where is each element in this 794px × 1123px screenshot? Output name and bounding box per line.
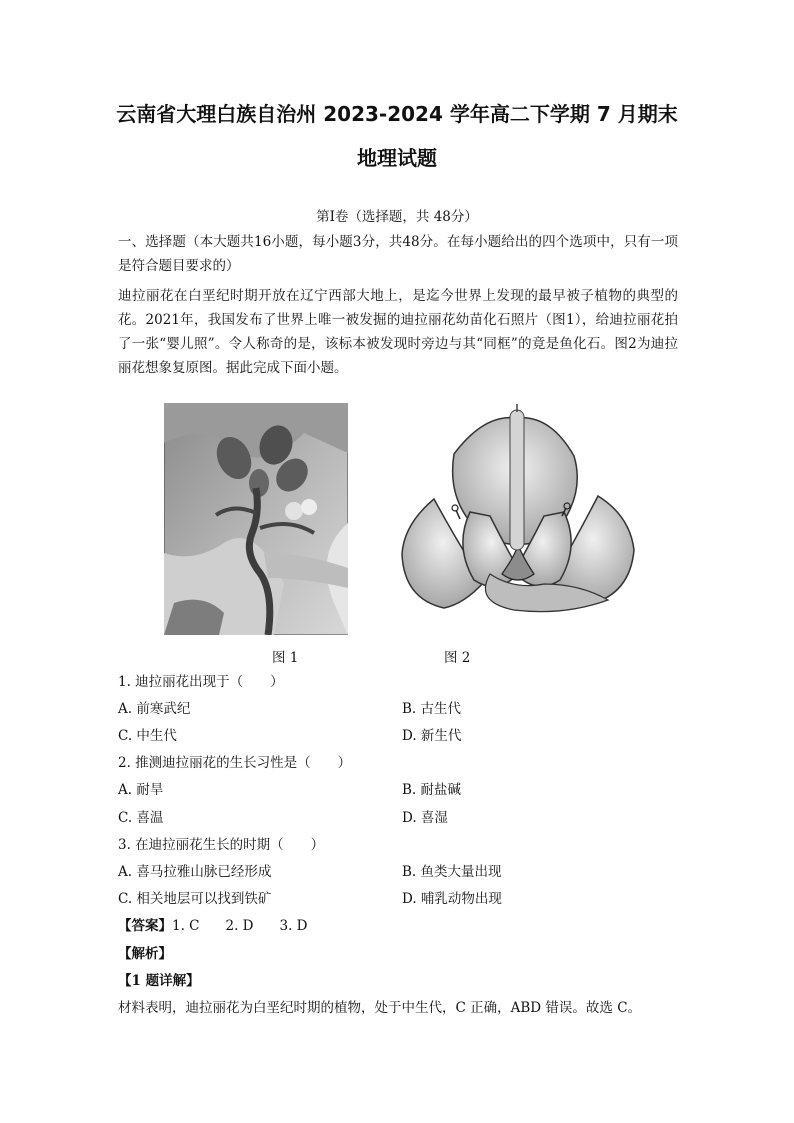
question-2-option-d: D. 喜湿 xyxy=(402,810,448,826)
document-title-line-2: 地理试题 xyxy=(357,146,437,170)
answer-label: 【答案】 xyxy=(118,918,172,934)
question-1-analysis-text: 材料表明，迪拉丽花为白垩纪时期的植物，处于中生代，C 正确，ABD 错误。故选 C。 xyxy=(118,1000,642,1016)
flower-reconstruction-figure-2 xyxy=(394,404,638,618)
question-3-option-d: D. 哺乳动物出现 xyxy=(402,891,502,907)
answer-item-3: 3. D xyxy=(279,918,308,934)
question-3-stem: 3. 在迪拉丽花生长的时期（ ） xyxy=(118,837,325,853)
section-instruction: 一、选择题（本大题共16小题，每小题3分，共48分。在每小题给出的四个选项中，只有一项是符合题目要求的） xyxy=(118,234,678,274)
question-2-stem: 2. 推测迪拉丽花的生长习性是（ ） xyxy=(118,755,352,771)
question-1-option-a: A. 前寒武纪 xyxy=(118,701,191,717)
answer-item-1: 1. C xyxy=(172,918,200,934)
analysis-label: 【解析】 xyxy=(118,946,172,962)
question-2-option-b: B. 耐盐碱 xyxy=(402,782,462,798)
question-1-option-d: D. 新生代 xyxy=(402,728,462,744)
question-1-option-c: C. 中生代 xyxy=(118,728,177,744)
question-3-option-a: A. 喜马拉雅山脉已经形成 xyxy=(118,864,272,880)
question-3-option-b: B. 鱼类大量出现 xyxy=(402,864,502,880)
question-2-option-c: C. 喜温 xyxy=(118,810,164,826)
figure-2-caption: 图 2 xyxy=(444,650,471,666)
question-1-analysis-label: 【1 题详解】 xyxy=(118,973,200,989)
question-3-option-c: C. 相关地层可以找到铁矿 xyxy=(118,891,272,907)
document-title-line-1: 云南省大理白族自治州 2023-2024 学年高二下学期 7 月期末 xyxy=(116,102,678,126)
answer-item-2: 2. D xyxy=(225,918,254,934)
figure-1-caption: 图 1 xyxy=(272,650,299,666)
material-paragraph: 迪拉丽花在白垩纪时期开放在辽宁西部大地上，是迄今世界上发现的最早被子植物的典型的花。2021年，我国发布了世界上唯一被发掘的迪拉丽花幼苗化石照片（图1），给迪拉丽花拍了一张“婴儿照”。令人称奇的是，该标本被发现时旁边与其“同框”的竟是鱼化石。图2为迪拉丽花想象复原图。据此完成下面小题。 xyxy=(118,288,678,376)
question-1-option-b: B. 古生代 xyxy=(402,701,462,717)
fossil-photo-figure-1 xyxy=(164,403,348,635)
answer-line xyxy=(118,914,334,934)
section-heading: 第Ⅰ卷（选择题，共 48分） xyxy=(316,209,478,225)
question-2-option-a: A. 耐旱 xyxy=(118,782,164,798)
question-1-stem: 1. 迪拉丽花出现于（ ） xyxy=(118,674,284,690)
